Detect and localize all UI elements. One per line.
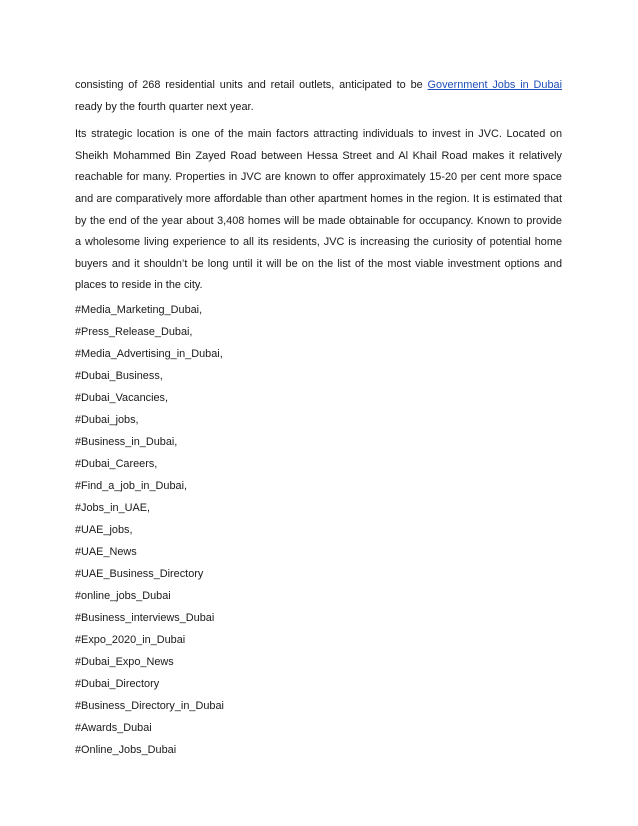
hashtag-item: #UAE_News: [75, 545, 137, 558]
hashtag-item: #Dubai_Directory: [75, 677, 160, 690]
hashtag-item: #UAE_jobs,: [75, 523, 133, 536]
hashtag-item: #Business_interviews_Dubai: [75, 611, 215, 624]
hashtag-item: #Dubai_Business,: [75, 369, 163, 382]
hashtag-item: #Business_in_Dubai,: [75, 435, 178, 448]
hashtag-item: #Expo_2020_in_Dubai: [75, 633, 186, 646]
hashtag-item: #UAE_Business_Directory: [75, 567, 204, 580]
hashtag-item: #Find_a_job_in_Dubai,: [75, 479, 188, 492]
intro-text-before-link: consisting of 268 residential units and retail outlets, anticipated to be: [75, 79, 428, 91]
hashtag-item: #Media_Advertising_in_Dubai,: [75, 347, 223, 360]
hashtag-item: #Awards_Dubai: [75, 721, 152, 734]
hashtag-item: #Dubai_Careers,: [75, 457, 158, 470]
hashtag-item: #Media_Marketing_Dubai,: [75, 303, 203, 316]
hashtag-item: #Business_Directory_in_Dubai: [75, 699, 224, 712]
government-jobs-link[interactable]: Government Jobs in Dubai: [427, 79, 562, 91]
intro-text-after-link: ready by the fourth quarter next year.: [75, 100, 254, 113]
hashtag-item: #Dubai_Vacancies,: [75, 391, 169, 404]
intro-paragraph: [75, 75, 562, 118]
hashtag-item: #online_jobs_Dubai: [75, 589, 171, 602]
hashtag-item: #Dubai_jobs,: [75, 413, 139, 426]
hashtag-item: #Jobs_in_UAE,: [75, 501, 151, 514]
hashtag-item: #Dubai_Expo_News: [75, 655, 174, 668]
hashtag-item: #Press_Release_Dubai,: [75, 325, 193, 338]
hashtag-item: #Online_Jobs_Dubai: [75, 743, 177, 756]
location-paragraph: Its strategic location is one of the main factors attracting individuals to invest in JVC. Located on Sheikh Mohammed Bin Zayed Road between Hessa Street and Al Khail Road makes it relatively reachable for many. Properties in JVC are known to offer approximately 15-20 per cent more space and are comparatively more affordable than other apartment homes in the region. It is estimated that by the end of the year about 3,408 homes will be made obtainable for occupancy. Known to provide a wholesome living experience to all its residents, JVC is increasing the curiosity of potential home buyers and it shouldn’t be long until it will be on the list of the most viable investment options and places to reside in the city.: [75, 128, 562, 292]
document-body: [75, 75, 562, 761]
hashtag-list: [75, 299, 562, 761]
